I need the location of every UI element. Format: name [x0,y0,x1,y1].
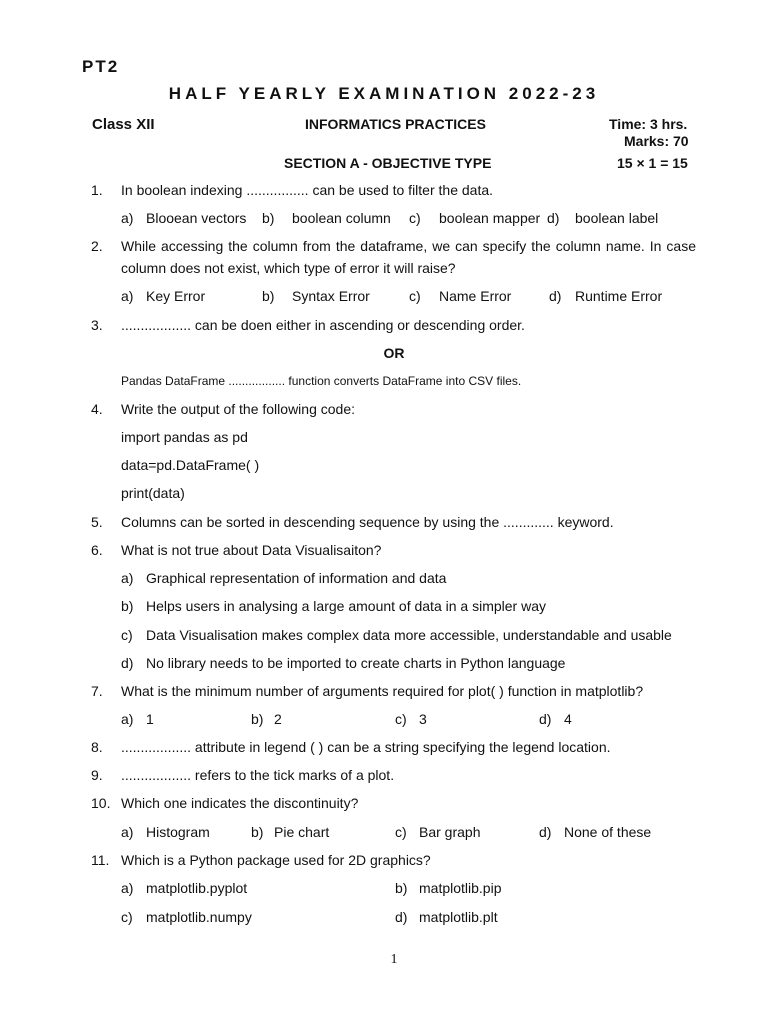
code-line: print(data) [121,485,185,501]
option-text: boolean mapper [439,210,541,226]
question-number: 5. [91,514,103,530]
option-label: c) [121,627,133,643]
question-text: While accessing the column from the dataframe, we can specify the column name. In case column does not exist, which type of error it will raise? [121,238,696,276]
subject-label: INFORMATICS PRACTICES [305,116,486,132]
question-number: 11. [91,852,110,868]
question-text: .................. refers to the tick marks of a plot. [121,767,395,783]
alternate-question-text: Pandas DataFrame ................. function converts DataFrame into CSV files. [121,374,522,388]
option-label: b) [121,598,134,614]
option-label: d) [121,655,134,671]
option-text: Name Error [439,288,512,304]
option-label: d) [539,824,552,840]
option-text: Histogram [146,824,210,840]
option-label: c) [409,288,421,304]
option-text: matplotlib.plt [419,909,498,925]
question-number: 4. [91,401,103,417]
question-text: What is not true about Data Visualisaiton? [121,542,382,558]
option-text: matplotlib.pip [419,880,502,896]
question-text: In boolean indexing ................ can be used to filter the data. [121,182,494,198]
option-label: c) [409,210,421,226]
option-label: d) [547,210,560,226]
option-label: a) [121,711,134,727]
section-title: SECTION A - OBJECTIVE TYPE [284,155,492,171]
section-marks: 15 × 1 = 15 [617,155,688,171]
option-text: No library needs to be imported to create charts in Python language [146,655,566,671]
question-number: 6. [91,542,103,558]
option-text: Key Error [146,288,206,304]
option-text: 2 [274,711,282,727]
time-label: Time: 3 hrs. [609,116,688,132]
option-text: Data Visualisation makes complex data more accessible, understandable and usable [146,627,672,643]
page-number: 1 [390,952,398,967]
paper-code: PT2 [82,57,120,76]
option-text: Blooean vectors [146,210,247,226]
option-text: Runtime Error [575,288,663,304]
option-label: b) [262,210,275,226]
class-label: Class XII [92,116,155,133]
option-text: matplotlib.pyplot [146,880,248,896]
option-label: a) [121,210,134,226]
option-label: b) [262,288,275,304]
question-text: What is the minimum number of arguments required for plot( ) function in matplotlib? [121,683,644,699]
question-text: .................. can be doen either in ascending or descending order. [121,317,525,333]
question-number: 2. [91,238,103,254]
option-label: d) [395,909,408,925]
option-label: a) [121,824,134,840]
question-number: 8. [91,739,103,755]
option-text: 1 [146,711,154,727]
marks-label: Marks: 70 [624,133,689,149]
option-text: 3 [419,711,427,727]
option-text: Syntax Error [292,288,370,304]
option-label: b) [395,880,408,896]
option-label: b) [251,711,264,727]
option-label: c) [395,711,407,727]
exam-title: HALF YEARLY EXAMINATION 2022-23 [168,84,600,103]
code-line: data=pd.DataFrame( ) [121,457,260,473]
option-label: b) [251,824,264,840]
option-text: Bar graph [419,824,481,840]
option-text: 4 [564,711,572,727]
question-number: 9. [91,767,103,783]
question-text: Columns can be sorted in descending sequence by using the ............. keyword. [121,514,614,530]
option-text: boolean label [575,210,659,226]
option-text: None of these [564,824,652,840]
option-text: boolean column [292,210,391,226]
question-number: 10. [91,795,111,811]
question-number: 7. [91,683,103,699]
option-label: a) [121,288,134,304]
or-separator: OR [383,345,405,361]
question-number: 1. [91,182,103,198]
option-label: d) [549,288,562,304]
option-label: a) [121,570,134,586]
option-text: matplotlib.numpy [146,909,252,925]
option-label: c) [121,909,133,925]
question-text: Which one indicates the discontinuity? [121,795,359,811]
question-text: Which is a Python package used for 2D graphics? [121,852,431,868]
question-text: Write the output of the following code: [121,401,355,417]
question-number: 3. [91,317,103,333]
option-text: Pie chart [274,824,330,840]
option-label: d) [539,711,552,727]
option-label: a) [121,880,134,896]
option-text: Graphical representation of information and data [146,570,447,586]
code-line: import pandas as pd [121,429,248,445]
option-label: c) [395,824,407,840]
option-text: Helps users in analysing a large amount of data in a simpler way [146,598,546,614]
question-text: .................. attribute in legend ( ) can be a string specifying the legend location. [121,739,611,755]
